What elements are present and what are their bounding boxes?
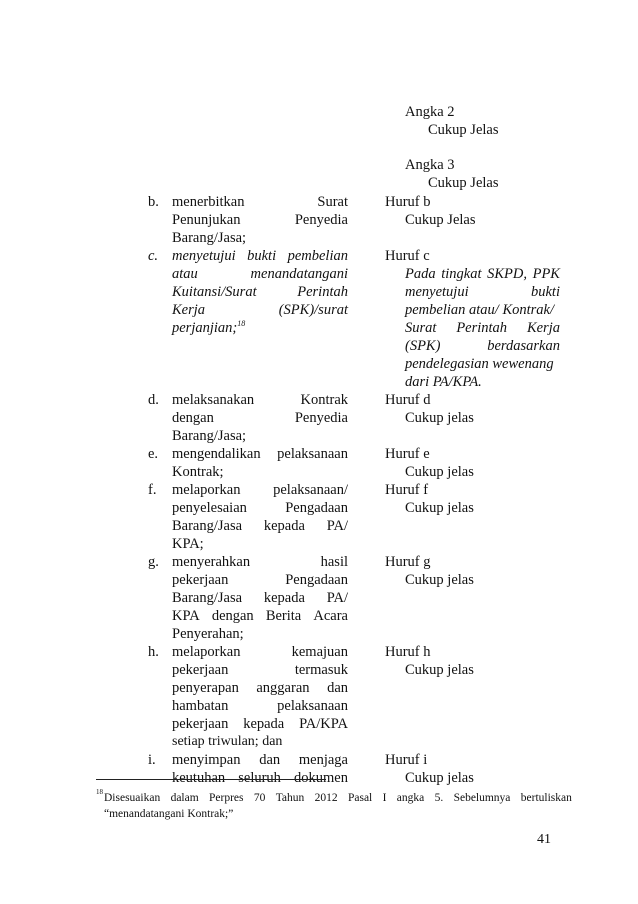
item-e-line-1: mengendalikan pelaksanaan <box>172 446 348 462</box>
footnote-reference-18: 18 <box>237 319 246 329</box>
item-b-line-2: Penunjukan Penyedia <box>172 212 348 228</box>
item-c-line-4: Kerja (SPK)/surat <box>172 302 348 318</box>
item-e-marker: e. <box>148 446 159 462</box>
item-b-explanation: Cukup Jelas <box>405 212 476 228</box>
item-c-explanation-line-4: Surat Perintah Kerja <box>405 320 560 336</box>
item-f-explanation-heading: Huruf f <box>385 482 429 498</box>
item-c-explanation-heading: Huruf c <box>385 248 430 264</box>
item-h-line-5: pekerjaan kepada PA/KPA <box>172 716 348 732</box>
item-h-line-4: hambatan pelaksanaan <box>172 698 348 714</box>
item-h-line-6: setiap triwulan; dan <box>172 734 283 749</box>
item-g-marker: g. <box>148 554 159 570</box>
item-g-line-1: menyerahkan hasil <box>172 554 348 570</box>
item-h-line-2: pekerjaan termasuk <box>172 662 348 678</box>
item-h-explanation-heading: Huruf h <box>385 644 431 660</box>
item-d-explanation: Cukup jelas <box>405 410 474 426</box>
item-i-line-2: keutuhan seluruh dokumen <box>172 770 348 786</box>
angka-3-heading: Angka 3 <box>405 157 455 173</box>
item-h-explanation: Cukup jelas <box>405 662 474 678</box>
item-c-explanation-line-2: menyetujui bukti <box>405 284 560 300</box>
item-f-line-2: penyelesaian Pengadaan <box>172 500 348 516</box>
item-g-line-3: Barang/Jasa kepada PA/ <box>172 590 348 606</box>
item-c-marker: c. <box>148 248 159 264</box>
item-i-marker: i. <box>148 752 156 768</box>
item-d-line-2: dengan Penyedia <box>172 410 348 426</box>
angka-2-heading: Angka 2 <box>405 104 455 120</box>
item-c-explanation-line-7: dari PA/KPA. <box>405 374 482 390</box>
item-c-line-3: Kuitansi/Surat Perintah <box>172 284 348 300</box>
item-c-explanation-line-3: pembelian atau/ Kontrak/ <box>405 302 555 318</box>
item-h-line-3: penyerapan anggaran dan <box>172 680 348 696</box>
item-d-line-1: melaksanakan Kontrak <box>172 392 348 408</box>
footnote-number: 18 <box>96 788 103 796</box>
item-b-marker: b. <box>148 194 159 210</box>
item-g-line-5: Penyerahan; <box>172 626 244 642</box>
footnote-separator <box>96 779 326 780</box>
item-c-explanation-line-5: (SPK) berdasarkan <box>405 338 560 354</box>
item-h-marker: h. <box>148 644 159 660</box>
item-d-explanation-heading: Huruf d <box>385 392 431 408</box>
item-c-line-5: perjanjian;$^{18}$ <box>172 319 246 336</box>
angka-3-text: Cukup Jelas <box>428 175 499 191</box>
angka-2-text: Cukup Jelas <box>428 122 499 138</box>
item-f-marker: f. <box>148 482 157 498</box>
item-f-line-1: melaporkan pelaksanaan/ <box>172 482 348 498</box>
item-c-line-2: atau menandatangani <box>172 266 348 282</box>
item-f-line-3: Barang/Jasa kepada PA/ <box>172 518 348 534</box>
item-d-line-3: Barang/Jasa; <box>172 428 247 444</box>
item-i-explanation-heading: Huruf i <box>385 752 428 768</box>
item-g-explanation: Cukup jelas <box>405 572 474 588</box>
item-b-line-3: Barang/Jasa; <box>172 230 247 246</box>
footnote-line-1: Disesuaikan dalam Perpres 70 Tahun 2012 Pasal I angka 5. Sebelumnya bertuliskan <box>104 792 572 804</box>
item-i-line-1: menyimpan dan menjaga <box>172 752 348 768</box>
item-c-explanation-line-1: Pada tingkat SKPD, PPK <box>405 266 560 282</box>
item-e-explanation: Cukup jelas <box>405 464 474 480</box>
item-g-line-2: pekerjaan Pengadaan <box>172 572 348 588</box>
item-h-line-1: melaporkan kemajuan <box>172 644 348 660</box>
item-g-line-4: KPA dengan Berita Acara <box>172 608 348 624</box>
footnote-line-2: “menandatangani Kontrak;” <box>104 808 234 820</box>
item-f-line-4: KPA; <box>172 536 204 552</box>
item-i-explanation: Cukup jelas <box>405 770 474 786</box>
item-d-marker: d. <box>148 392 159 408</box>
item-c-explanation-line-6: pendelegasian wewenang <box>405 356 554 372</box>
item-f-explanation: Cukup jelas <box>405 500 474 516</box>
item-c-line-1: menyetujui bukti pembelian <box>172 248 348 264</box>
item-e-explanation-heading: Huruf e <box>385 446 430 462</box>
item-b-line-1: menerbitkan Surat <box>172 194 348 210</box>
item-g-explanation-heading: Huruf g <box>385 554 431 570</box>
page-number: 41 <box>537 832 551 847</box>
item-b-explanation-heading: Huruf b <box>385 194 431 210</box>
item-e-line-2: Kontrak; <box>172 464 224 480</box>
